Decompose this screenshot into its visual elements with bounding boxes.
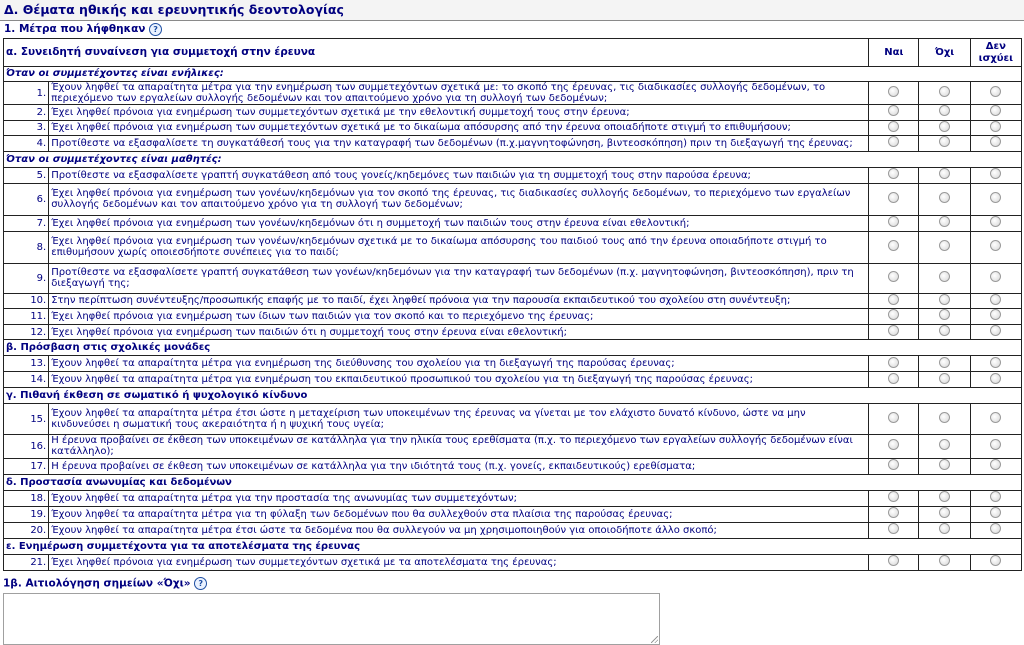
question-number: 11. (4, 309, 49, 325)
question-number: 20. (4, 522, 49, 538)
section-heading: β. Πρόσβαση στις σχολικές μονάδες (4, 340, 1022, 356)
question-number: 3. (4, 120, 49, 135)
option-cell-na (970, 105, 1021, 120)
question-row (4, 458, 1022, 474)
help-icon[interactable]: ? (194, 577, 207, 590)
option-cell-na (970, 506, 1021, 522)
question-row (4, 435, 1022, 458)
radio-yes[interactable] (888, 439, 899, 450)
option-cell-yes (869, 135, 919, 151)
radio-no[interactable] (939, 168, 950, 179)
radio-no[interactable] (939, 309, 950, 320)
option-cell-yes (869, 325, 919, 340)
question-number: 15. (4, 404, 49, 435)
radio-na[interactable] (990, 523, 1001, 534)
question-number: 7. (4, 215, 49, 231)
option-cell-no (919, 522, 970, 538)
radio-na[interactable] (990, 168, 1001, 179)
radio-yes[interactable] (888, 294, 899, 305)
option-cell-yes (869, 435, 919, 458)
option-cell-no (919, 293, 970, 308)
radio-yes[interactable] (888, 136, 899, 147)
option-cell-yes (869, 372, 919, 388)
question-number: 1. (4, 82, 49, 105)
question-row (4, 309, 1022, 325)
resize-grip-icon[interactable] (651, 636, 658, 643)
question-number: 21. (4, 554, 49, 570)
group-heading-row (4, 151, 1022, 167)
question-text: Έχουν ληφθεί τα απαραίτητα μέτρα για την ενημέρωση των συμμετεχόντων σχετικά με: το σκοπό της έρευνας, τις διαδικασίες συλλογής δεδομένων, το περιεχόμενο των εργαλείων συλλογής δεδομένων και τον απαιτούμενο χρόνο για τη συλλογή των δεδομένων; (49, 82, 869, 105)
radio-yes[interactable] (888, 507, 899, 518)
section-heading: γ. Πιθανή έκθεση σε σωματικό ή ψυχολογικό κίνδυνο (4, 388, 1022, 404)
radio-yes[interactable] (888, 491, 899, 502)
radio-na[interactable] (990, 357, 1001, 368)
radio-na[interactable] (990, 86, 1001, 97)
question-number: 19. (4, 506, 49, 522)
radio-yes[interactable] (888, 216, 899, 227)
justification-label (3, 577, 207, 590)
option-cell-na (970, 372, 1021, 388)
option-cell-yes (869, 554, 919, 570)
option-cell-no (919, 506, 970, 522)
radio-no[interactable] (939, 192, 950, 203)
option-cell-na (970, 135, 1021, 151)
option-cell-yes (869, 231, 919, 263)
radio-yes[interactable] (888, 357, 899, 368)
option-cell-yes (869, 263, 919, 293)
table-header-row (4, 39, 1022, 67)
col-no-header: Όχι (919, 39, 970, 67)
option-cell-yes (869, 120, 919, 135)
justification-textarea[interactable] (3, 593, 660, 645)
radio-yes[interactable] (888, 168, 899, 179)
question-text: Στην περίπτωση συνέντευξης/προσωπικής επαφής με το παιδί, έχει ληφθεί πρόνοια για την παρουσία εκπαιδευτικού του σχολείου στη συνέντευξη; (49, 293, 869, 308)
option-cell-no (919, 120, 970, 135)
page-title: Δ. Θέματα ηθικής και ερευνητικής δεοντολογίας (0, 0, 1024, 21)
group-heading: Όταν οι συμμετέχοντες είναι μαθητές: (4, 151, 1022, 167)
radio-no[interactable] (939, 412, 950, 423)
radio-yes[interactable] (888, 105, 899, 116)
radio-na[interactable] (990, 373, 1001, 384)
radio-no[interactable] (939, 373, 950, 384)
radio-no[interactable] (939, 271, 950, 282)
option-cell-na (970, 490, 1021, 506)
option-cell-no (919, 105, 970, 120)
radio-yes[interactable] (888, 309, 899, 320)
option-cell-na (970, 231, 1021, 263)
radio-na[interactable] (990, 192, 1001, 203)
radio-na[interactable] (990, 121, 1001, 132)
option-cell-na (970, 263, 1021, 293)
question-number: 12. (4, 325, 49, 340)
radio-yes[interactable] (888, 271, 899, 282)
question-text: Έχει ληφθεί πρόνοια για ενημέρωση των συμμετεχόντων σχετικά με την εθελοντική συμμετοχή τους στην έρευνα; (49, 105, 869, 120)
option-cell-no (919, 435, 970, 458)
section-heading: ε. Ενημέρωση συμμετέχοντα για τα αποτελέσματα της έρευνας (4, 538, 1022, 554)
radio-no[interactable] (939, 491, 950, 502)
radio-yes[interactable] (888, 555, 899, 566)
question-text: Έχουν ληφθεί τα απαραίτητα μέτρα έτσι ώστε τα δεδομένα που θα συλλεγούν να μη χρησιμοποιηθούν για οποιοδήποτε άλλο σκοπό; (49, 522, 869, 538)
radio-na[interactable] (990, 294, 1001, 305)
radio-no[interactable] (939, 216, 950, 227)
question-row (4, 135, 1022, 151)
subsection-label: 1. Μέτρα που λήφθηκαν (4, 23, 146, 35)
option-cell-yes (869, 293, 919, 308)
option-cell-no (919, 215, 970, 231)
option-cell-no (919, 231, 970, 263)
question-number: 8. (4, 231, 49, 263)
option-cell-no (919, 135, 970, 151)
question-text: Έχει ληφθεί πρόνοια για ενημέρωση των γονέων/κηδεμόνων ότι η συμμετοχή των παιδιών τους στην έρευνα είναι εθελοντική; (49, 215, 869, 231)
option-cell-na (970, 404, 1021, 435)
option-cell-na (970, 554, 1021, 570)
question-number: 13. (4, 356, 49, 372)
option-cell-na (970, 167, 1021, 183)
radio-yes[interactable] (888, 192, 899, 203)
question-number: 17. (4, 458, 49, 474)
question-row (4, 82, 1022, 105)
question-number: 14. (4, 372, 49, 388)
option-cell-yes (869, 522, 919, 538)
section-heading-row (4, 340, 1022, 356)
radio-no[interactable] (939, 136, 950, 147)
question-number: 18. (4, 490, 49, 506)
col-yes-header: Ναι (869, 39, 919, 67)
radio-na[interactable] (990, 105, 1001, 116)
option-cell-yes (869, 309, 919, 325)
option-cell-yes (869, 82, 919, 105)
question-text: Προτίθεστε να εξασφαλίσετε τη συγκατάθεσή τους για την καταγραφή των δεδομένων (π.χ.μαγνητοφώνηση, βιντεοσκόπηση) πριν τη διεξαγωγή της έρευνας; (49, 135, 869, 151)
option-cell-yes (869, 404, 919, 435)
question-number: 5. (4, 167, 49, 183)
question-row (4, 522, 1022, 538)
radio-yes[interactable] (888, 86, 899, 97)
question-number: 16. (4, 435, 49, 458)
radio-na[interactable] (990, 439, 1001, 450)
col-na-header-line1: Δεν (985, 41, 1006, 53)
option-cell-no (919, 490, 970, 506)
option-cell-na (970, 356, 1021, 372)
group-heading-row (4, 67, 1022, 82)
question-number: 4. (4, 135, 49, 151)
radio-na[interactable] (990, 491, 1001, 502)
radio-na[interactable] (990, 325, 1001, 336)
question-text: Η έρευνα προβαίνει σε έκθεση των υποκειμένων σε κατάλληλα για την ιδιότητά τους (π.χ. γονείς, εκπαιδευτικούς) ερεθίσματα; (49, 458, 869, 474)
option-cell-yes (869, 105, 919, 120)
radio-yes[interactable] (888, 325, 899, 336)
option-cell-no (919, 356, 970, 372)
question-row (4, 263, 1022, 293)
question-text: Έχει ληφθεί πρόνοια για ενημέρωση των συμμετεχόντων σχετικά με το δικαίωμα απόσυρσης από την έρευνα οποιαδήποτε στιγμή το επιθυμήσουν; (49, 120, 869, 135)
question-text: Έχει ληφθεί πρόνοια για ενημέρωση των γονέων/κηδεμόνων σχετικά με το δικαίωμα απόσυρσης του παιδιού τους από την έρευνα οποιαδήποτε στιγμή το επιθυμήσουν χωρίς οποιεσδήποτε συνέπειες για το παιδί; (49, 231, 869, 263)
question-text: Η έρευνα προβαίνει σε έκθεση των υποκειμένων σε κατάλληλα για την ηλικία τους ερεθίσματα (π.χ. το περιεχόμενο των εργαλείων συλλογής δεδομένων είναι κατάλληλο); (49, 435, 869, 458)
question-row (4, 554, 1022, 570)
question-row (4, 325, 1022, 340)
radio-yes[interactable] (888, 121, 899, 132)
col-na-header (970, 39, 1021, 67)
radio-no[interactable] (939, 325, 950, 336)
radio-no[interactable] (939, 555, 950, 566)
option-cell-no (919, 404, 970, 435)
option-cell-no (919, 82, 970, 105)
radio-na[interactable] (990, 136, 1001, 147)
radio-yes[interactable] (888, 459, 899, 470)
question-text: Έχουν ληφθεί τα απαραίτητα μέτρα έτσι ώστε η μεταχείριση των υποκειμένων της έρευνας να γίνεται με τον ελάχιστο δυνατό κίνδυνο, ώστε να μην κινδυνεύσει η σωματική τους ακεραιότητα ή η ψυχική τους υγεία; (49, 404, 869, 435)
radio-no[interactable] (939, 357, 950, 368)
question-row (4, 506, 1022, 522)
option-cell-no (919, 372, 970, 388)
radio-no[interactable] (939, 294, 950, 305)
option-cell-na (970, 82, 1021, 105)
option-cell-no (919, 554, 970, 570)
radio-na[interactable] (990, 309, 1001, 320)
justification-label-text: 1β. Αιτιολόγηση σημείων «Όχι» (3, 577, 191, 590)
question-row (4, 372, 1022, 388)
option-cell-yes (869, 506, 919, 522)
radio-yes[interactable] (888, 373, 899, 384)
option-cell-yes (869, 167, 919, 183)
radio-na[interactable] (990, 507, 1001, 518)
radio-na[interactable] (990, 271, 1001, 282)
radio-yes[interactable] (888, 240, 899, 251)
question-text: Έχουν ληφθεί τα απαραίτητα μέτρα για ενημέρωση του εκπαιδευτικού προσωπικού του σχολείου για τη διεξαγωγή της παρούσας έρευνας; (49, 372, 869, 388)
radio-no[interactable] (939, 459, 950, 470)
option-cell-na (970, 183, 1021, 215)
radio-na[interactable] (990, 240, 1001, 251)
option-cell-no (919, 167, 970, 183)
radio-no[interactable] (939, 439, 950, 450)
radio-no[interactable] (939, 121, 950, 132)
option-cell-yes (869, 458, 919, 474)
radio-no[interactable] (939, 105, 950, 116)
question-text: Έχει ληφθεί πρόνοια για ενημέρωση των παιδιών ότι η συμμετοχή τους στην έρευνα είναι εθελοντική; (49, 325, 869, 340)
question-number: 6. (4, 183, 49, 215)
question-row (4, 105, 1022, 120)
question-row (4, 183, 1022, 215)
radio-na[interactable] (990, 459, 1001, 470)
radio-na[interactable] (990, 216, 1001, 227)
question-number: 2. (4, 105, 49, 120)
option-cell-no (919, 458, 970, 474)
section-a-title: α. Συνειδητή συναίνεση για συμμετοχή στην έρευνα (4, 39, 869, 67)
option-cell-na (970, 215, 1021, 231)
option-cell-na (970, 309, 1021, 325)
col-na-header-line2: ισχύει (978, 52, 1014, 64)
option-cell-na (970, 325, 1021, 340)
option-cell-yes (869, 215, 919, 231)
question-text: Έχει ληφθεί πρόνοια για ενημέρωση των γονέων/κηδεμόνων για τον σκοπό της έρευνας, τις διαδικασίες συλλογής δεδομένων, το περιεχόμενο των εργαλείων συλλογής δεδομένων και τον απαιτούμενο χρόνο για τη συλλογή των δεδομένων; (49, 183, 869, 215)
radio-no[interactable] (939, 507, 950, 518)
option-cell-na (970, 435, 1021, 458)
question-row (4, 120, 1022, 135)
option-cell-no (919, 325, 970, 340)
radio-no[interactable] (939, 523, 950, 534)
section-heading-row (4, 538, 1022, 554)
radio-na[interactable] (990, 555, 1001, 566)
question-row (4, 490, 1022, 506)
option-cell-na (970, 522, 1021, 538)
option-cell-yes (869, 356, 919, 372)
radio-no[interactable] (939, 240, 950, 251)
question-text: Έχει ληφθεί πρόνοια για ενημέρωση των συμμετεχόντων σχετικά με τα αποτελέσματα της έρευνας; (49, 554, 869, 570)
help-icon[interactable]: ? (149, 23, 162, 36)
questions-table (3, 38, 1022, 571)
option-cell-na (970, 293, 1021, 308)
radio-no[interactable] (939, 86, 950, 97)
section-heading-row (4, 388, 1022, 404)
group-heading: Όταν οι συμμετέχοντες είναι ενήλικες: (4, 67, 1022, 82)
question-row (4, 404, 1022, 435)
section-heading-row (4, 474, 1022, 490)
section-heading: δ. Προστασία ανωνυμίας και δεδομένων (4, 474, 1022, 490)
question-text: Έχουν ληφθεί τα απαραίτητα μέτρα για την προστασία της ανωνυμίας των συμμετεχόντων; (49, 490, 869, 506)
question-text: Έχουν ληφθεί τα απαραίτητα μέτρα για ενημέρωση της διεύθυνσης του σχολείου για τη διεξαγωγή της παρούσας έρευνας; (49, 356, 869, 372)
question-text: Έχουν ληφθεί τα απαραίτητα μέτρα για τη φύλαξη των δεδομένων που θα συλλεχθούν στα πλαίσια της παρούσας έρευνας; (49, 506, 869, 522)
question-text: Έχει ληφθεί πρόνοια για ενημέρωση των ίδιων των παιδιών για τον σκοπό και το περιεχόμενο της έρευνας; (49, 309, 869, 325)
question-row (4, 231, 1022, 263)
option-cell-yes (869, 183, 919, 215)
question-number: 9. (4, 263, 49, 293)
question-row (4, 167, 1022, 183)
question-text: Προτίθεστε να εξασφαλίσετε γραπτή συγκατάθεση των γονέων/κηδεμόνων για την καταγραφή των δεδομένων (π.χ. μαγνητοφώνηση, βιντεοσκόπηση), πριν τη διεξαγωγή της; (49, 263, 869, 293)
option-cell-no (919, 309, 970, 325)
radio-yes[interactable] (888, 523, 899, 534)
option-cell-no (919, 183, 970, 215)
question-row (4, 215, 1022, 231)
question-row (4, 356, 1022, 372)
radio-yes[interactable] (888, 412, 899, 423)
subsection-title (0, 21, 1024, 37)
question-text: Προτίθεστε να εξασφαλίσετε γραπτή συγκατάθεση από τους γονείς/κηδεμόνες των παιδιών για τη συμμετοχή τους στην παρούσα έρευνα; (49, 167, 869, 183)
question-number: 10. (4, 293, 49, 308)
question-row (4, 293, 1022, 308)
option-cell-no (919, 263, 970, 293)
option-cell-yes (869, 490, 919, 506)
radio-na[interactable] (990, 412, 1001, 423)
option-cell-na (970, 120, 1021, 135)
option-cell-na (970, 458, 1021, 474)
